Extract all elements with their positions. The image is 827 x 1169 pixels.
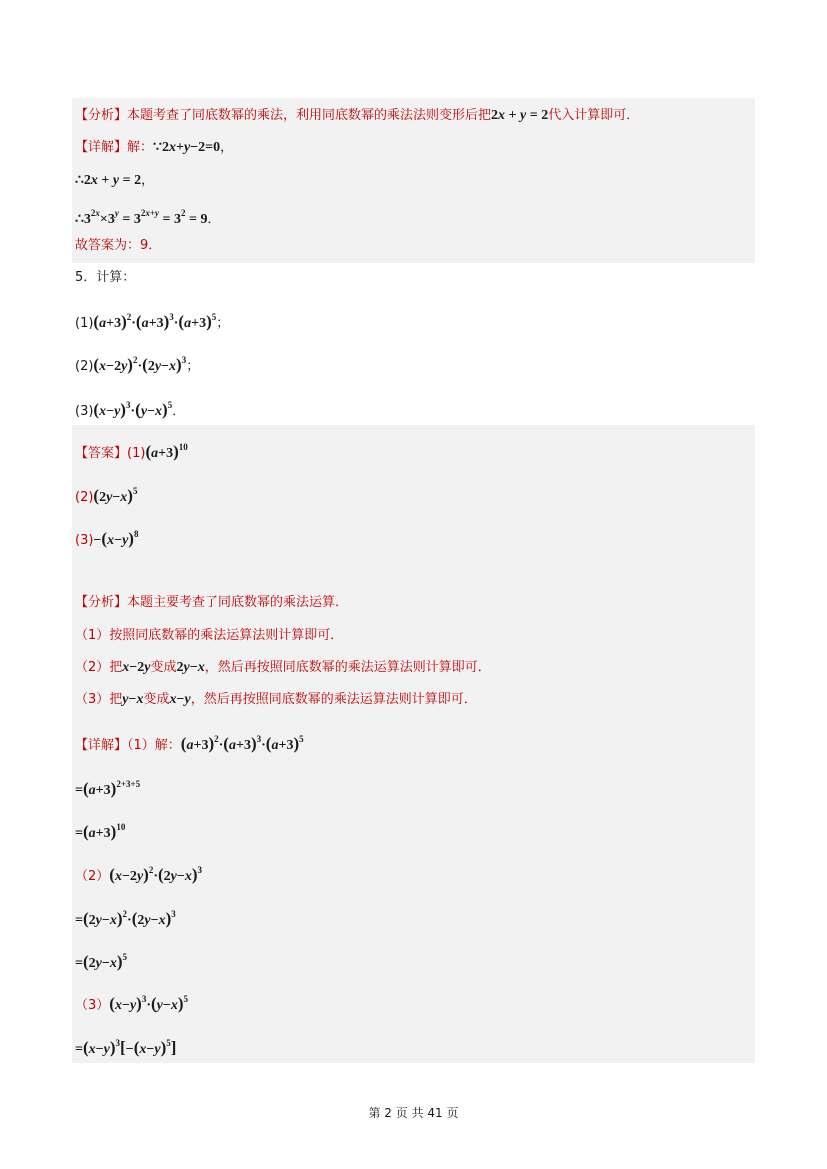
analysis-tag: 【分析】: [75, 595, 128, 610]
detail-line-4b: [75, 171, 154, 191]
answer-line-3: [75, 524, 138, 551]
detail-math-2: ∴2x + y = 2: [75, 173, 142, 188]
item-end: ；: [186, 359, 200, 374]
detail-step-2a: [75, 904, 176, 931]
step-math: x−y: [169, 692, 191, 707]
item-label: (1): [75, 316, 94, 331]
analysis-math: 2x + y = 2: [491, 108, 549, 123]
step-math: 2y−x: [176, 660, 205, 675]
detail-tag: 【详解】: [75, 738, 128, 753]
problem-expr-2: $(x-2y)^2\cdot(2y-x)^3$: [93, 355, 187, 374]
step-text: 变成: [150, 660, 177, 675]
answer-label: (1): [127, 446, 146, 461]
step-text: （3）把: [75, 692, 123, 707]
detail-line-5-1: [75, 729, 304, 756]
page-footer: [0, 1104, 827, 1121]
answer-line-1: [75, 437, 188, 464]
page-total: 41: [427, 1106, 443, 1120]
detail-label: （3）: [75, 998, 110, 1013]
answer-line-2: [75, 481, 137, 508]
answer-tag: 【答案】: [75, 446, 128, 461]
problem-expr-1: $(a+3)^2\cdot(a+3)^3\cdot(a+3)^5$: [93, 312, 217, 331]
footer-mid: 页 共: [395, 1106, 424, 1120]
answer-label: (3): [75, 533, 94, 548]
comma: ，: [220, 140, 234, 155]
problem-item-1: [75, 307, 229, 334]
detail-step-expr: $=(a+3)^{10}$: [75, 822, 126, 841]
detail-step-expr: $=(2y-x)^5$: [75, 952, 128, 971]
detail-expr-2: $(x-2y)^2\cdot(2y-x)^3$: [109, 865, 203, 884]
analysis-step-1: （1）按照同底数幂的乘法运算法则计算即可．: [75, 628, 344, 643]
detail-step-2b: [75, 947, 127, 974]
detail-tag: 【详解】: [75, 140, 128, 155]
analysis-line-4: [75, 106, 639, 126]
step-text: ，然后再按照同底数幂的乘法运算法则计算即可．: [204, 660, 491, 675]
analysis-step-2: [75, 658, 491, 678]
detail-step-1a: [75, 774, 140, 801]
step-text: （2）把: [75, 660, 123, 675]
detail-line-5-3: [75, 989, 188, 1016]
answer-expr-3: $-(x-y)^8$: [93, 529, 139, 548]
detail-expr-3: $(x-y)^3\cdot(y-x)^5$: [109, 994, 189, 1013]
detail-label: （1）解：: [127, 738, 181, 753]
step-text: ，然后再按照同底数幂的乘法运算法则计算即可．: [190, 692, 477, 707]
detail-step-expr: $=(a+3)^{2+3+5}$: [75, 779, 141, 798]
answer-expr-2: $(2y-x)^5$: [93, 486, 138, 505]
step-text: 变成: [143, 692, 170, 707]
detail-math-1: ∵2x+y−2=0: [153, 140, 221, 155]
problem-item-3: [75, 395, 185, 422]
analysis-text-end: 代入计算即可．: [548, 108, 640, 123]
item-end: ；: [216, 316, 230, 331]
comma: ，: [141, 173, 155, 188]
detail-line-4: [75, 138, 233, 158]
detail-line-5-2: [75, 860, 202, 887]
detail-label: （2）: [75, 869, 110, 884]
answer-expr-1: $(a+3)^{10}$: [145, 442, 188, 461]
detail-step-expr: $=(2y-x)^2\cdot(2y-x)^3$: [75, 909, 176, 928]
analysis-line-5: [75, 593, 348, 613]
footer-suffix: 页: [446, 1106, 459, 1120]
analysis-text: 本题考查了同底数幂的乘法，利用同底数幂的乘法法则变形后把: [127, 108, 492, 123]
problem-heading: 5．计算：: [75, 270, 136, 285]
item-label: (3): [75, 404, 94, 419]
detail-step-3a: [75, 1033, 176, 1060]
answer-label: (2): [75, 490, 94, 505]
detail-math-3: $\therefore 3^{2x}\times 3^y = 3^{2x+y} = 3^2 = 9$: [75, 208, 208, 227]
item-label: (2): [75, 359, 94, 374]
detail-step-1b: [75, 817, 125, 844]
answer-line-4: 故答案为：9．: [75, 238, 162, 253]
detail-text: 解：: [127, 140, 154, 155]
period: ．: [207, 212, 221, 227]
detail-expr-1: $(a+3)^2\cdot(a+3)^3\cdot(a+3)^5$: [180, 734, 304, 753]
problem-expr-3: $(x-y)^3\cdot(y-x)^5$: [93, 400, 173, 419]
analysis-step-3: [75, 690, 477, 710]
footer-prefix: 第: [368, 1106, 381, 1120]
detail-line-4c: [75, 203, 221, 230]
page-number: 2: [384, 1106, 392, 1120]
analysis-tag: 【分析】: [75, 108, 128, 123]
analysis-text: 本题主要考查了同底数幂的乘法运算．: [127, 595, 349, 610]
problem-item-2: [75, 350, 199, 377]
detail-step-expr: $=(x-y)^3[-(x-y)^5]$: [75, 1038, 177, 1057]
step-math: x−2y: [122, 660, 151, 675]
step-math: y−x: [122, 692, 144, 707]
item-end: ．: [172, 404, 186, 419]
